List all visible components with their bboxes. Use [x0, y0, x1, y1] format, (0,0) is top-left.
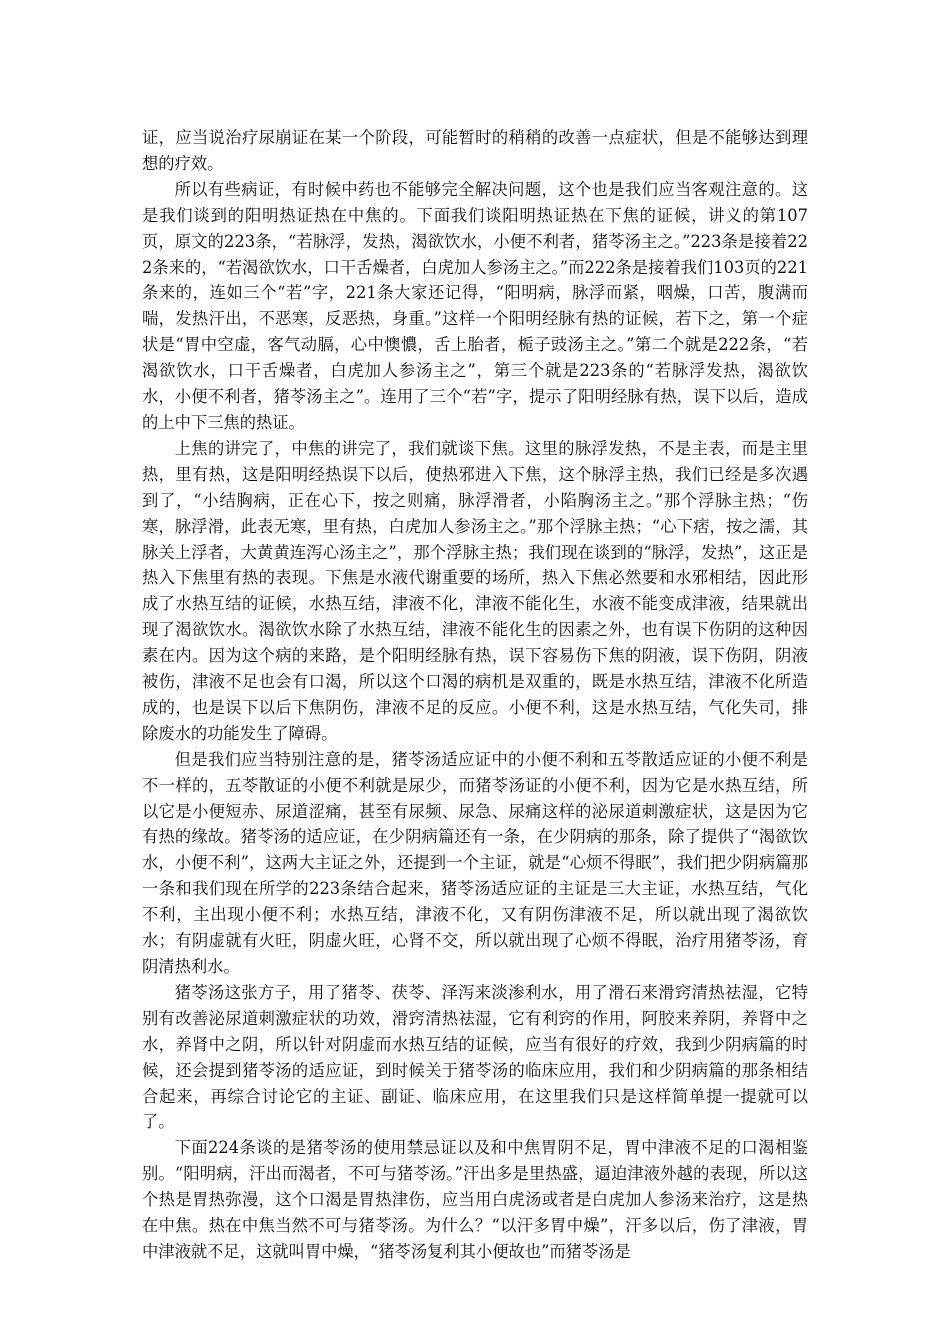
paragraph: 上焦的讲完了，中焦的讲完了，我们就谈下焦。这里的脉浮发热，不是主表，而是主里热，里有热，这是阳明经热误下以后，使热邪进入下焦，这个脉浮主热，我们已经是多次遇到了，“小结胸病，正在心下，按之则痛，脉浮滑者，小陷胸汤主之。”那个浮脉主热；“伤寒，脉浮滑，此表无寒，里有热，白虎加人参汤主之。”那个浮脉主热；“心下痞，按之濡，其脉关上浮者，大黄黄连泻心汤主之”，那个浮脉主热；我们现在谈到的“脉浮，发热”，这正是热入下焦里有热的表现。下焦是水液代谢重要的场所，热入下焦必然要和水邪相结，因此形成了水热互结的证候，水热互结，津液不化，津液不能化生，水液不能变成津液，结果就出现了渴欲饮水。渴欲饮水除了水热互结，津液不能化生的因素之外，也有误下伤阴的这种因素在内。因为这个病的来路，是个阳明经脉有热，误下容易伤下焦的阴液，误下伤阴，阴液被伤，津液不足也会有口渴，所以这个口渴的病机是双重的，既是水热互结，津液不化所造成的，也是误下以后下焦阴伤，津液不足的反应。小便不利，这是水热互结，气化失司，排除废水的功能发生了障碍。 — [142, 438, 808, 743]
paragraph: 下面224条谈的是猪苓汤的使用禁忌证以及和中焦胃阴不足，胃中津液不足的口渴相鉴别。“阳明病，汗出而渴者，不可与猪苓汤。”汗出多是里热盛，逼迫津液外越的表现，所以这个热是胃热弥漫，这个口渴是胃热津伤，应当用白虎汤或者是白虎加人参汤来治疗，这是热在中焦。热在中焦当然不可与猪苓汤。为什么？“以汗多胃中燥”，汗多以后，伤了津液，胃中津液就不足，这就叫胃中燥，“猪苓汤复利其小便故也”而猪苓汤是 — [142, 1138, 808, 1261]
document-body — [142, 125, 808, 1265]
paragraph: 证，应当说治疗尿崩证在某一个阶段，可能暂时的稍稍的改善一点症状，但是不能够达到理想的疗效。 — [142, 128, 808, 173]
paragraph: 所以有些病证，有时候中药也不能够完全解决问题，这个也是我们应当客观注意的。这是我们谈到的阳明热证热在中焦的。下面我们谈阳明热证热在下焦的证候，讲义的第107页，原文的223条，“若脉浮，发热，渴欲饮水，小便不利者，猪苓汤主之。”223条是接着222条来的，“若渴欲饮水，口干舌燥者，白虎加人参汤主之。”而222条是接着我们103页的221条来的，连如三个“若”字，221条大家还记得，“阳明病，脉浮而紧，咽燥，口苦，腹满而喘，发热汗出，不恶寒，反恶热，身重。”这样一个阳明经脉有热的证候，若下之，第一个症状是“胃中空虚，客气动膈，心中懊憹，舌上胎者，栀子豉汤主之。”第二个就是222条，“若渴欲饮水，口干舌燥者，白虎加人参汤主之”，第三个就是223条的“若脉浮发热，渴欲饮水，小便不利者，猪苓汤主之”。连用了三个“若”字，提示了阳明经脉有热，误下以后，造成的上中下三焦的热证。 — [142, 179, 808, 432]
paragraph: 猪苓汤这张方子，用了猪苓、茯苓、泽泻来淡渗利水，用了滑石来滑窍清热祛湿，它特别有改善泌尿道刺激症状的功效，滑窍清热祛湿，它有利窍的作用，阿胶来养阴，养肾中之水，养肾中之阴，所以针对阴虚而水热互结的证候，应当有很好的疗效，我到少阴病篇的时候，还会提到猪苓汤的适应证，到时候关于猪苓汤的临床应用，我们和少阴病篇的那条相结合起来，再综合讨论它的主证、副证、临床应用，在这里我们只是这样简单提一提就可以了。 — [142, 982, 808, 1132]
paragraph: 但是我们应当特别注意的是，猪苓汤适应证中的小便不利和五苓散适应证的小便不利是不一样的，五苓散证的小便不利就是尿少，而猪苓汤证的小便不利，因为它是水热互结，所以它是小便短赤、尿道涩痛，甚至有尿频、尿急、尿痛这样的泌尿道刺激症状，这是因为它有热的缘故。猪苓汤的适应证，在少阴病篇还有一条，在少阴病的那条，除了提供了“渴欲饮水，小便不利”，这两大主证之外，还提到一个主证，就是“心烦不得眠”，我们把少阴病篇那一条和我们现在所学的223条结合起来，猪苓汤适应证的主证是三大主证，水热互结，气化不利，主出现小便不利；水热互结，津液不化，又有阴伤津液不足，所以就出现了渴欲饮水；有阴虚就有火旺，阴虚火旺，心肾不交，所以就出现了心烦不得眠，治疗用猪苓汤，育阴清热利水。 — [142, 749, 808, 976]
